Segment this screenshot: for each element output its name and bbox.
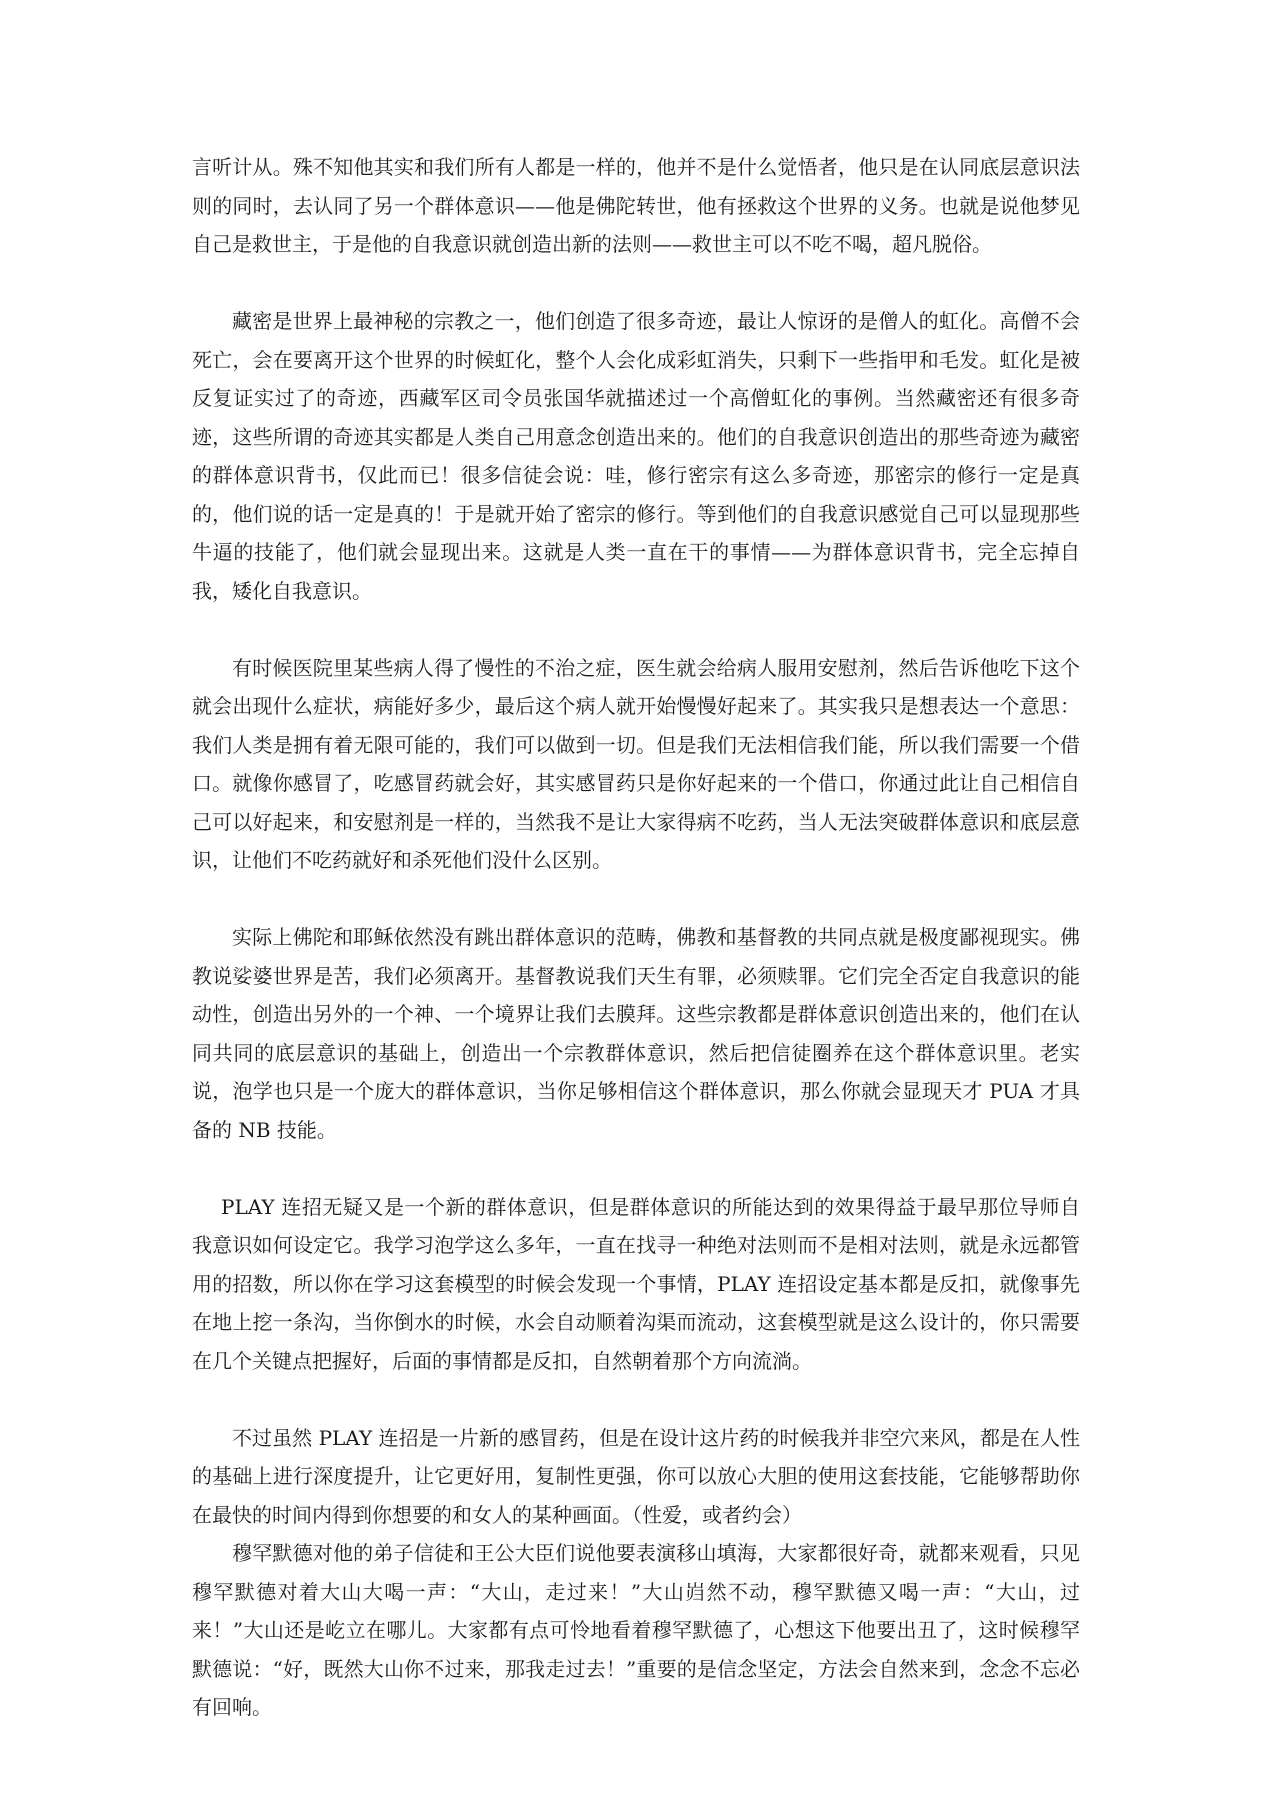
paragraph-5: PLAY 连招无疑又是一个新的群体意识，但是群体意识的所能达到的效果得益于最早那位导师自我意识如何设定它。我学习泡学这么多年，一直在找寻一种绝对法则而不是相对法则，就是永远都管用的招数，所以你在学习这套模型的时候会发现一个事情，PLAY 连招设定基本都是反扣，就像事先在地上挖一条沟，当你倒水的时候，水会自动顺着沟渠而流动，这套模型就是这么设计的，你只需要在几个关键点把握好，后面的事情都是反扣，自然朝着那个方向流淌。 <box>192 1194 1080 1373</box>
paragraph-1: 言听计从。殊不知他其实和我们所有人都是一样的，他并不是什么觉悟者，他只是在认同底层意识法则的同时，去认同了另一个群体意识——他是佛陀转世，他有拯救这个世界的义务。也就是说他梦见自己是救世主，于是他的自我意识就创造出新的法则——救世主可以不吃不喝，超凡脱俗。 <box>192 155 1080 256</box>
paragraph-7: 穆罕默德对他的弟子信徒和王公大臣们说他要表演移山填海，大家都很好奇，就都来观看，只见穆罕默德对着大山大喝一声：“大山，走过来！”大山岿然不动，穆罕默德又喝一声：“大山，过来！”大山还是屹立在哪儿。大家都有点可怜地看着穆罕默德了，心想这下他要出丑了，这时候穆罕默德说：“好，既然大山你不过来，那我走过去！”重要的是信念坚定，方法会自然来到，念念不忘必有回响。 <box>192 1541 1080 1719</box>
paragraph-2: 藏密是世界上最神秘的宗教之一，他们创造了很多奇迹，最让人惊讶的是僧人的虹化。高僧不会死亡，会在要离开这个世界的时候虹化，整个人会化成彩虹消失，只剩下一些指甲和毛发。虹化是被反复证实过了的奇迹，西藏军区司令员张国华就描述过一个高僧虹化的事例。当然藏密还有很多奇迹，这些所谓的奇迹其实都是人类自己用意念创造出来的。他们的自我意识创造出的那些奇迹为藏密的群体意识背书，仅此而已！很多信徒会说：哇，修行密宗有这么多奇迹，那密宗的修行一定是真的，他们说的话一定是真的！于是就开始了密宗的修行。等到他们的自我意识感觉自己可以显现那些牛逼的技能了，他们就会显现出来。这就是人类一直在干的事情——为群体意识背书，完全忘掉自我，矮化自我意识。 <box>192 309 1080 603</box>
document-body <box>192 148 1080 1727</box>
paragraph-3: 有时候医院里某些病人得了慢性的不治之症，医生就会给病人服用安慰剂，然后告诉他吃下这个就会出现什么症状，病能好多少，最后这个病人就开始慢慢好起来了。其实我只是想表达一个意思：我们人类是拥有着无限可能的，我们可以做到一切。但是我们无法相信我们能，所以我们需要一个借口。就像你感冒了，吃感冒药就会好，其实感冒药只是你好起来的一个借口，你通过此让自己相信自己可以好起来，和安慰剂是一样的，当然我不是让大家得病不吃药，当人无法突破群体意识和底层意识，让他们不吃药就好和杀死他们没什么区别。 <box>192 655 1080 872</box>
paragraph-4: 实际上佛陀和耶稣依然没有跳出群体意识的范畴，佛教和基督教的共同点就是极度鄙视现实。佛教说娑婆世界是苦，我们必须离开。基督教说我们天生有罪，必须赎罪。它们完全否定自我意识的能动性，创造出另外的一个神、一个境界让我们去膜拜。这些宗教都是群体意识创造出来的，他们在认同共同的底层意识的基础上，创造出一个宗教群体意识，然后把信徒圈养在这个群体意识里。老实说，泡学也只是一个庞大的群体意识，当你足够相信这个群体意识，那么你就会显现天才 PUA 才具备的 NB 技能。 <box>192 925 1080 1142</box>
paragraph-6: 不过虽然 PLAY 连招是一片新的感冒药，但是在设计这片药的时候我并非空穴来风，都是在人性的基础上进行深度提升，让它更好用，复制性更强，你可以放心大胆的使用这套技能，它能够帮助你在最快的时间内得到你想要的和女人的某种画面。（性爱，或者约会） <box>192 1425 1080 1527</box>
